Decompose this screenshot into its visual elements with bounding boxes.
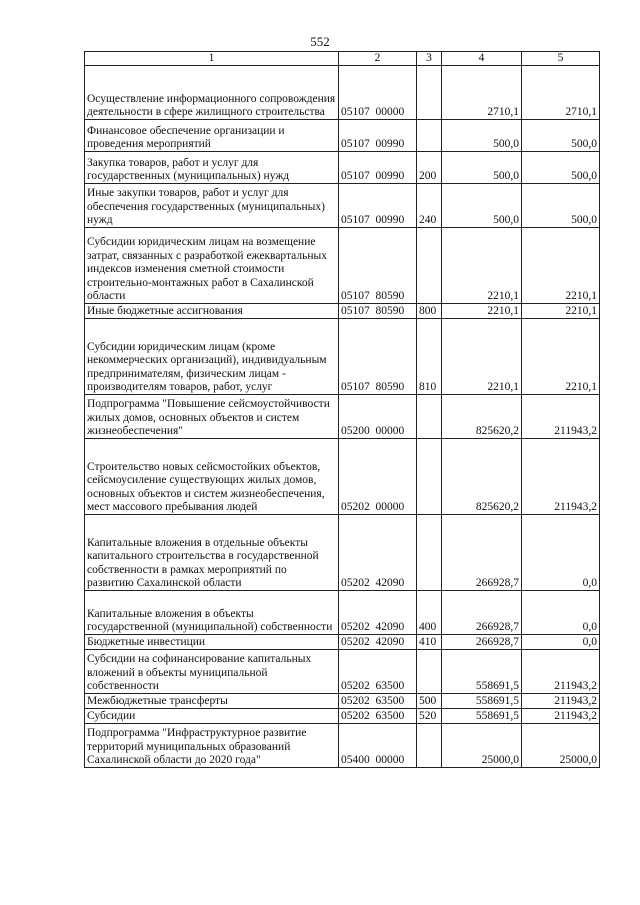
page-number: 552 [310,34,330,49]
row-type: 200 [417,152,442,184]
table-row [85,709,600,724]
row-type [417,650,442,694]
row-amount-col4: 266928,7 [442,591,522,635]
row-description: Субсидии юридическим лицам (кроме некоммерческих организаций), индивидуальным предпринимателям, физическим лицам - производителям товаров, работ, услуг [85,319,339,395]
row-type: 400 [417,591,442,635]
table-row [85,184,600,228]
row-description: Подпрограмма "Инфраструктурное развитие территорий муниципальных образований Сахалинской области до 2020 года" [85,724,339,768]
row-amount-col5: 2210,1 [522,304,600,319]
table-row [85,395,600,439]
table-row [85,724,600,768]
table-row [85,120,600,152]
row-amount-col4: 558691,5 [442,694,522,709]
row-amount-col5: 500,0 [522,120,600,152]
row-amount-col4: 500,0 [442,152,522,184]
row-amount-col4: 2210,1 [442,319,522,395]
row-type [417,228,442,304]
row-type: 240 [417,184,442,228]
table-row [85,66,600,120]
row-code: 05202 42090 [339,591,417,635]
row-code: 05200 00000 [339,395,417,439]
table-row [85,635,600,650]
row-code: 05202 42090 [339,515,417,591]
table-row [85,304,600,319]
row-amount-col4: 2210,1 [442,228,522,304]
row-description: Подпрограмма "Повышение сейсмоустойчивости жилых домов, основных объектов и систем жизнеобеспечения" [85,395,339,439]
table-row [85,694,600,709]
row-amount-col5: 211943,2 [522,709,600,724]
row-amount-col4: 825620,2 [442,395,522,439]
column-header-4: 4 [442,52,522,66]
row-code: 05107 80590 [339,319,417,395]
row-description: Капитальные вложения в отдельные объекты капитального строительства в государственной собственности в рамках мероприятий по развитию Сахалинской области [85,515,339,591]
row-code: 05202 63500 [339,709,417,724]
row-amount-col4: 25000,0 [442,724,522,768]
row-amount-col5: 211943,2 [522,395,600,439]
row-type [417,395,442,439]
row-code: 05107 00990 [339,120,417,152]
row-description: Межбюджетные трансферты [85,694,339,709]
row-description: Иные бюджетные ассигнования [85,304,339,319]
column-header-1: 1 [85,52,339,66]
row-code: 05107 00990 [339,152,417,184]
row-code: 05202 63500 [339,650,417,694]
row-description: Финансовое обеспечение организации и проведения мероприятий [85,120,339,152]
row-amount-col4: 825620,2 [442,439,522,515]
row-code: 05202 00000 [339,439,417,515]
row-code: 05202 42090 [339,635,417,650]
row-amount-col5: 2210,1 [522,319,600,395]
row-code: 05107 00000 [339,66,417,120]
row-type: 520 [417,709,442,724]
row-code: 05202 63500 [339,694,417,709]
row-type: 500 [417,694,442,709]
table-row [85,152,600,184]
row-description: Иные закупки товаров, работ и услуг для обеспечения государственных (муниципальных) нужд [85,184,339,228]
row-description: Бюджетные инвестиции [85,635,339,650]
table-row [85,650,600,694]
table-row [85,515,600,591]
column-header-2: 2 [339,52,417,66]
column-header-3: 3 [417,52,442,66]
row-type [417,66,442,120]
row-description: Субсидии на софинансирование капитальных вложений в объекты муниципальной собственности [85,650,339,694]
row-amount-col4: 266928,7 [442,635,522,650]
row-type [417,439,442,515]
row-code: 05400 00000 [339,724,417,768]
row-amount-col4: 2210,1 [442,304,522,319]
row-amount-col4: 500,0 [442,184,522,228]
row-amount-col4: 2710,1 [442,66,522,120]
row-amount-col5: 0,0 [522,591,600,635]
row-amount-col5: 211943,2 [522,439,600,515]
row-type [417,120,442,152]
row-code: 05107 80590 [339,304,417,319]
row-description: Осуществление информационного сопровождения деятельности в сфере жилищного строительства [85,66,339,120]
row-description: Строительство новых сейсмостойких объектов, сейсмоусиление существующих жилых домов, основных объектов и систем жизнеобеспечения, мест массового пребывания людей [85,439,339,515]
row-amount-col5: 25000,0 [522,724,600,768]
row-amount-col5: 500,0 [522,152,600,184]
table-row [85,439,600,515]
table-row [85,591,600,635]
row-amount-col5: 500,0 [522,184,600,228]
budget-table [84,51,600,768]
row-amount-col4: 558691,5 [442,650,522,694]
row-amount-col4: 266928,7 [442,515,522,591]
row-type [417,724,442,768]
row-description: Субсидии [85,709,339,724]
row-type: 810 [417,319,442,395]
row-description: Субсидии юридическим лицам на возмещение затрат, связанных с разработкой ежеквартальных индексов изменения сметной стоимости строительно-монтажных работ в Сахалинской области [85,228,339,304]
row-amount-col5: 0,0 [522,515,600,591]
row-type: 410 [417,635,442,650]
row-amount-col5: 2210,1 [522,228,600,304]
row-description: Капитальные вложения в объекты государственной (муниципальной) собственности [85,591,339,635]
row-amount-col4: 500,0 [442,120,522,152]
row-amount-col5: 0,0 [522,635,600,650]
row-amount-col5: 211943,2 [522,694,600,709]
row-type [417,515,442,591]
row-code: 05107 00990 [339,184,417,228]
row-description: Закупка товаров, работ и услуг для государственных (муниципальных) нужд [85,152,339,184]
column-header-5: 5 [522,52,600,66]
row-type: 800 [417,304,442,319]
table-row [85,319,600,395]
row-amount-col5: 2710,1 [522,66,600,120]
header-row [85,52,600,66]
table-row [85,228,600,304]
row-amount-col5: 211943,2 [522,650,600,694]
row-amount-col4: 558691,5 [442,709,522,724]
row-code: 05107 80590 [339,228,417,304]
